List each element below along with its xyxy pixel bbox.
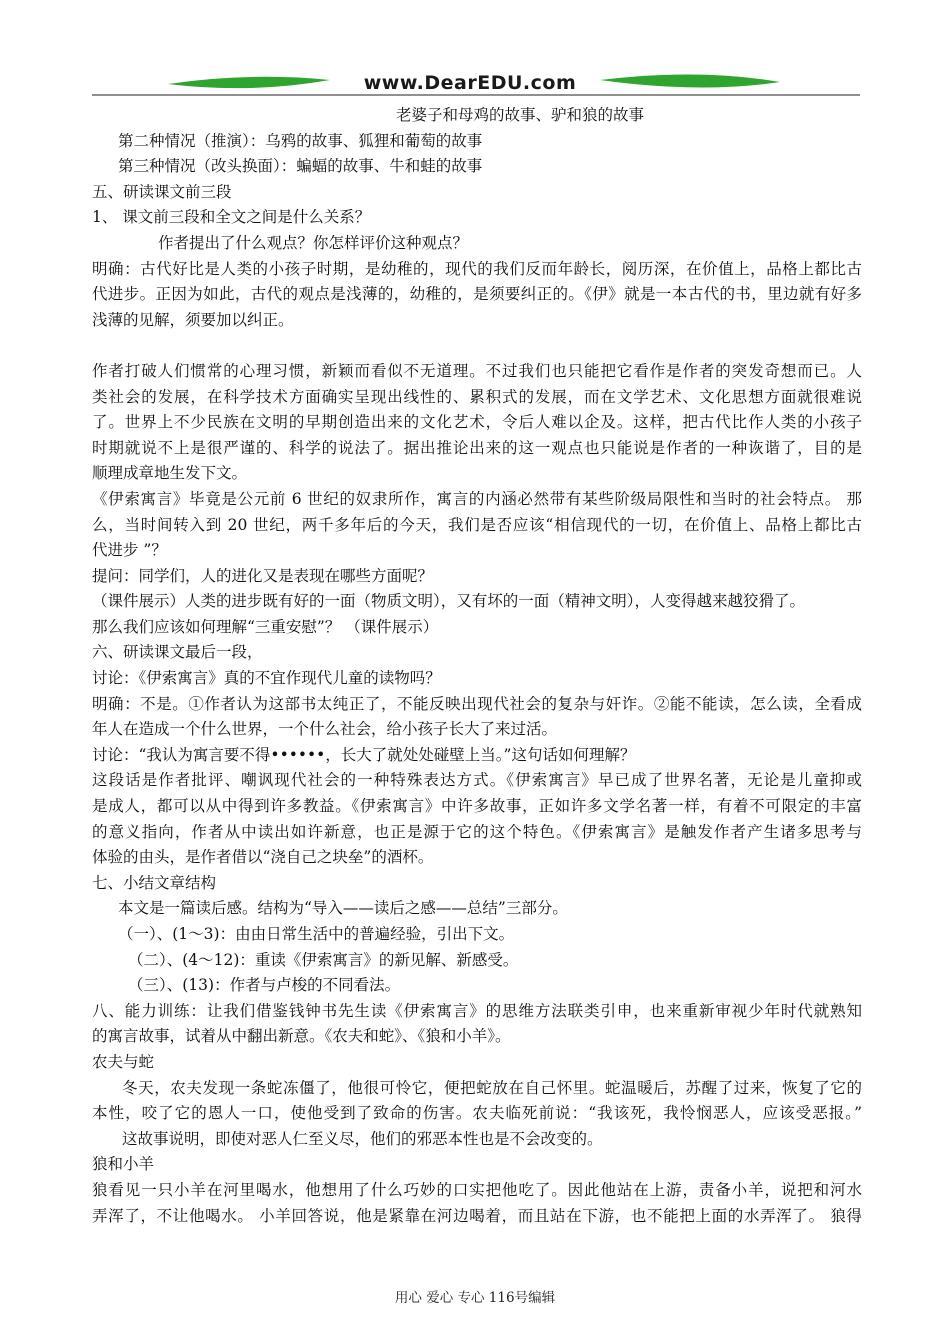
text-line: 老婆子和母鸡的故事、驴和狼的故事	[396, 106, 645, 124]
exercise-paragraph	[92, 999, 862, 1050]
text-line: 时期就说不上是很严谨的、科学的说法了。据出推论出来的这一观点也只能说是作者的一种诙谐了，目的是	[92, 438, 862, 457]
analysis-paragraph	[92, 359, 862, 487]
text-line: 那么我们应该如何理解“三重安慰”？ （课件展示）	[92, 617, 439, 636]
text-line: 这故事说明，即使对恶人仁至义尽，他们的邪恶本性也是不会改变的。	[122, 1129, 603, 1148]
discussion-paragraph	[92, 768, 862, 870]
section-heading: 五、研读课文前三段	[92, 182, 232, 201]
aesop-context-paragraph	[92, 487, 862, 564]
text-line: 《伊索寓言》毕竟是公元前 6 世纪的奴隶所作，寓言的内涵必然带有某些阶级局限性和当时的社会特点。 那	[92, 489, 862, 508]
page-footer: 用心 爱心 专心 116号编辑	[394, 1290, 556, 1306]
question-line: 1、 课文前三段和全文之间是什么关系？	[92, 208, 371, 227]
text-line: 冬天，农夫发现一条蛇冻僵了，他很可怜它，便把蛇放在自己怀里。蛇温暖后，苏醒了过来，恢复了它的	[122, 1078, 862, 1097]
document-body	[92, 103, 862, 1229]
structure-item: （三）、(13)：作者与卢梭的不同看法。	[128, 976, 401, 995]
story-paragraph	[92, 1178, 862, 1229]
section-heading: 六、研读课文最后一段，	[92, 643, 263, 662]
text-line: 了。世界上不少民族在文明的早期创造出来的文化艺术，令后人难以企及。这样，把古代比作人类的小孩子	[92, 413, 862, 432]
story-title: 农夫与蛇	[92, 1052, 155, 1071]
story-title: 狼和小羊	[92, 1155, 155, 1174]
text-line: 这段话是作者批评、嘲讽现代社会的一种特殊表达方式。《伊索寓言》早已成了世界名著，无论是儿童抑或	[92, 771, 862, 790]
section-heading: 八、能力训练：让我们借鉴钱钟书先生读《伊索寓言》的思维方法联类引申，也来重新审视少年时代就熟知	[92, 1001, 862, 1020]
structure-item: （二）、(4～12)：重读《伊索寓言》的新见解、新感受。	[128, 950, 519, 969]
text-line: 体验的由头，是作者借以“浇自己之块垒”的酒杯。	[92, 848, 434, 867]
text-line: 的寓言故事，试着从中翻出新意。《农夫和蛇》、《狼和小羊》。	[92, 1027, 511, 1046]
answer-paragraph	[92, 692, 862, 743]
text-line: 类社会的发展，在科学技术方面确实呈现出线性的、累积式的发展，而在文学艺术、文化思想方面就很难说	[92, 387, 862, 406]
text-line: 提问：同学们，人的进化又是表现在哪些方面呢？	[92, 566, 434, 585]
text-line: 明确：古代好比是人类的小孩子时期，是幼稚的，现代的我们反而年龄长，阅历深，在价值上，品格上都比古	[92, 259, 862, 278]
structure-item: （一）、(1～3)：由由日常生活中的普遍经验，引出下文。	[118, 925, 515, 943]
text-line: 明确：不是。①作者认为这部书太纯正了，不能反映出现代社会的复杂与奸诈。②能不能读，怎么读，全看成	[92, 694, 862, 713]
text-line: 作者打破人们惯常的心理习惯，新颖而看似不无道理。不过我们也只能把它看作是作者的突发奇想而已。人	[92, 361, 862, 380]
text-line: 第三种情况（改头换面）：蝙蝠的故事、牛和蛙的故事	[118, 157, 483, 176]
text-line: 顺理成章地生发下文。	[92, 464, 248, 483]
blank-line	[92, 333, 862, 359]
text-line: 狼看见一只小羊在河里喝水，他想用了什么巧妙的口实把他吃了。因此他站在上游，责备小羊，说把和河水	[92, 1180, 862, 1199]
question-line: 作者提出了什么观点？你怎样评价这种观点？	[158, 233, 469, 252]
text-line: 本性，咬了它的恩人一口，使他受到了致命的伤害。农夫临死前说：“我该死，我怜悯恶人，应该受恶报。”	[92, 1104, 862, 1123]
text-line: 年人在造成一个什么世界，一个什么社会，给小孩子长大了来过活。	[92, 720, 558, 739]
text-line: 讨论：《伊索寓言》真的不宜作现代儿童的读物吗？	[92, 669, 441, 688]
text-line: 弄浑了，不让他喝水。 小羊回答说，他是紧靠在河边喝着，而且站在下游，也不能把上面的水弄浑了。 狼得	[92, 1206, 862, 1225]
answer-paragraph	[92, 257, 862, 334]
text-line: 代进步 ”？	[92, 541, 167, 560]
text-line: （课件展示）人类的进步既有好的一面（物质文明），又有坏的一面（精神文明），人变得越来越狡猾了。	[92, 592, 806, 611]
site-logo[interactable]: www.DearEDU.com	[363, 72, 577, 94]
text-line: 是成人，都可以从中得到许多教益。《伊索寓言》中许多故事，正如许多文学名著一样，有着不可限定的丰富	[92, 797, 862, 816]
text-line: 代进步。正因为如此，古代的观点是浅薄的，幼稚的，是须要纠正的。《伊》就是一本古代的书，里边就有好多	[92, 285, 862, 304]
text-line: 浅薄的见解，须要加以纠正。	[92, 310, 294, 329]
text-line: 本文是一篇读后感。结构为“导入——读后之感——总结”三部分。	[118, 899, 568, 918]
text-line: 第二种情况（推演）：乌鸦的故事、狐狸和葡萄的故事	[118, 131, 483, 150]
section-heading: 七、小结文章结构	[92, 873, 217, 892]
story-paragraph	[92, 1076, 862, 1153]
text-line: 讨论：“我认为寓言要不得••••••，长大了就处处碰壁上当。”这句话如何理解？	[92, 745, 636, 764]
text-line: 的意义指向，作者从中读出如许新意，也正是源于它的这个特色。《伊索寓言》是触发作者产生诸多思考与	[92, 822, 862, 841]
text-line: 么，当时间转入到 20 世纪，两千多年后的今天，我们是否应该“相信现代的一切，在价值上、品格上都比古	[92, 515, 862, 534]
